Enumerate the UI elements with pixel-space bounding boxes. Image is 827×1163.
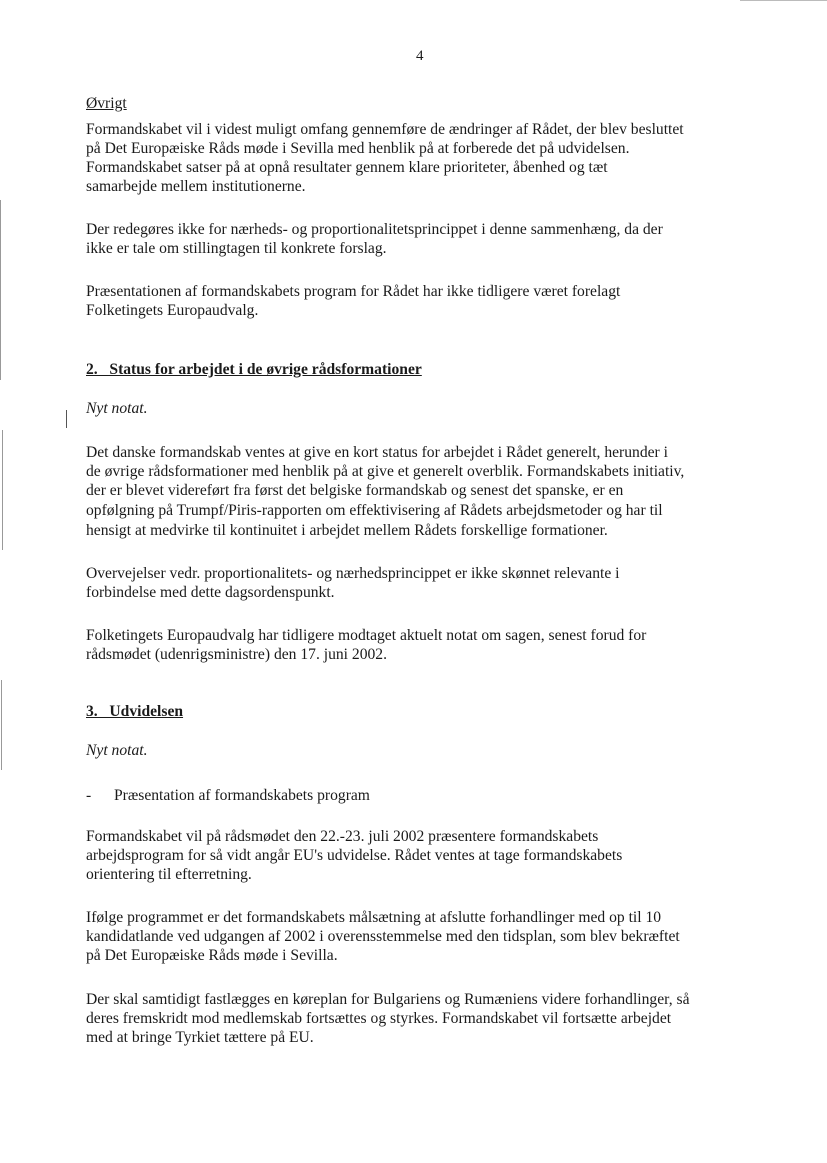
paragraph-line: Folketingets Europaudvalg.: [86, 302, 259, 319]
paragraph-line: orientering til efterretning.: [86, 866, 252, 883]
scan-top-line: [740, 0, 827, 1]
paragraph-line: Ifølge programmet er det formandskabets målsætning at afslutte forhandlinger med op til 10: [86, 909, 662, 926]
bullet-item: Præsentation af formandskabets program: [114, 787, 370, 804]
section-heading-udvidelsen: 3. Udvidelsen: [86, 703, 184, 720]
paragraph-line: Præsentationen af formandskabets program for Rådet har ikke tidligere været forelagt: [86, 283, 621, 300]
paragraph-line: Formandskabet vil i videst muligt omfang gennemføre de ændringer af Rådet, der blev besluttet: [86, 121, 684, 138]
scan-edge-mark: [0, 200, 1, 380]
paragraph-line: Der skal samtidigt fastlægges en køreplan for Bulgariens og Rumæniens videre forhandlinger, så: [86, 991, 690, 1008]
scan-edge-mark: [2, 430, 3, 550]
scan-bracket: [66, 410, 67, 428]
paragraph-line: kandidatlande ved udgangen af 2002 i overensstemmelse med den tidsplan, som blev bekræftet: [86, 928, 680, 945]
paragraph-line: Formandskabet satser på at opnå resultater gennem klare prioriteter, åbenhed og tæt: [86, 159, 608, 176]
note-label: Nyt notat.: [86, 742, 148, 759]
bullet-marker: -: [86, 787, 92, 804]
paragraph-line: samarbejde mellem institutionerne.: [86, 178, 306, 195]
page-number: 4: [416, 48, 424, 64]
paragraph-line: rådsmødet (udenrigsministre) den 17. juni 2002.: [86, 646, 387, 663]
paragraph-line: ikke er tale om stillingtagen til konkrete forslag.: [86, 240, 387, 257]
paragraph-line: forbindelse med dette dagsordenspunkt.: [86, 584, 335, 601]
paragraph-line: med at bringe Tyrkiet tættere på EU.: [86, 1029, 314, 1046]
paragraph-line: hensigt at medvirke til kontinuitet i arbejdet mellem Rådets forskellige formationer.: [86, 522, 608, 539]
paragraph-line: arbejdsprogram for så vidt angår EU's udvidelse. Rådet ventes at tage formandskabets: [86, 847, 623, 864]
note-label: Nyt notat.: [86, 400, 148, 417]
paragraph-line: deres fremskridt mod medlemskab fortsættes og styrkes. Formandskabet vil fortsætte arbejdet: [86, 1010, 672, 1027]
paragraph-line: Formandskabet vil på rådsmødet den 22.-23. juli 2002 præsentere formandskabets: [86, 828, 599, 845]
paragraph-line: der er blevet videreført fra først det belgiske formandskab og senest det spanske, er en: [86, 482, 624, 499]
paragraph-line: på Det Europæiske Råds møde i Sevilla.: [86, 947, 338, 964]
paragraph-line: opfølgning på Trumpf/Piris-rapporten om effektivisering af Rådets arbejdsmetoder og har til: [86, 502, 663, 519]
scan-edge-mark: [1, 680, 2, 770]
paragraph-line: de øvrige rådsformationer med henblik på at give et generelt overblik. Formandskabets initiativ,: [86, 463, 685, 480]
paragraph-line: Folketingets Europaudvalg har tidligere modtaget aktuelt notat om sagen, senest forud for: [86, 627, 647, 644]
section-heading-ovrigt: Øvrigt: [86, 95, 127, 112]
paragraph-line: Overvejelser vedr. proportionalitets- og nærhedsprincippet er ikke skønnet relevante i: [86, 565, 620, 582]
paragraph-line: på Det Europæiske Råds møde i Sevilla med henblik på at forberede det på udvidelsen.: [86, 140, 630, 157]
paragraph-line: Det danske formandskab ventes at give en kort status for arbejdet i Rådet generelt, herunder i: [86, 444, 668, 461]
paragraph-line: Der redegøres ikke for nærheds- og proportionalitetsprincippet i denne sammenhæng, da der: [86, 221, 663, 238]
section-heading-status: 2. Status for arbejdet i de øvrige rådsformationer: [86, 361, 422, 378]
